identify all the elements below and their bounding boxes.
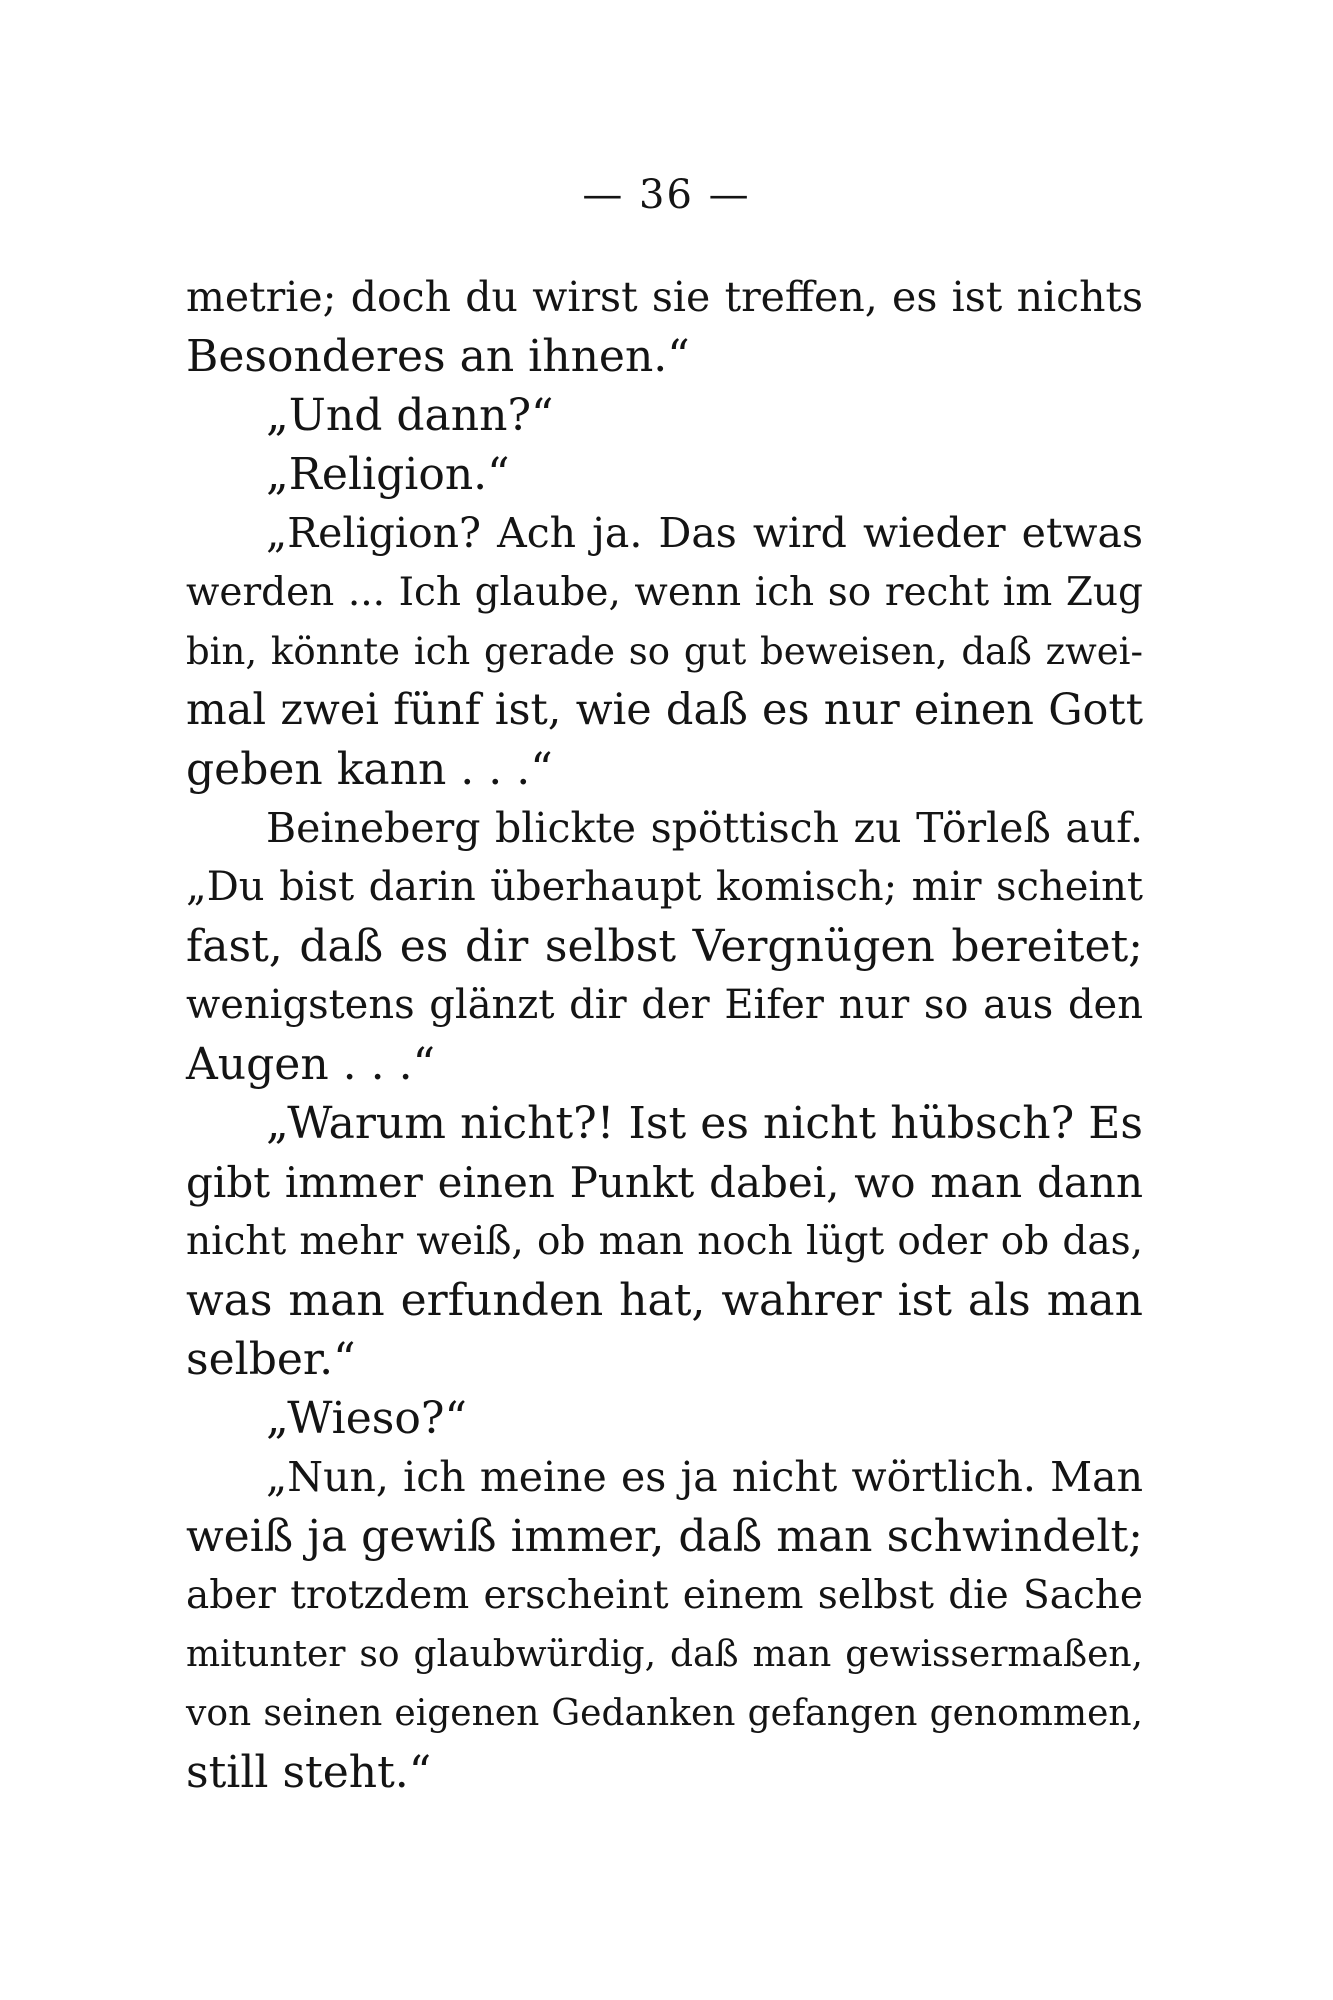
- text-line: mal zwei fünf ist, wie daß es nur einen Gott: [186, 685, 1143, 735]
- text-line: „Du bist darin überhaupt komisch; mir scheint: [186, 864, 1143, 910]
- text-line: fast, daß es dir selbst Vergnügen bereitet;: [186, 921, 1143, 972]
- text-line: „Religion.“: [266, 449, 510, 500]
- text-line: weiß ja gewiß immer, daß man schwindelt;: [186, 1511, 1143, 1562]
- text-line: „Nun, ich meine es ja nicht wörtlich. Man: [266, 1453, 1143, 1501]
- text-line: werden ... Ich glaube, wenn ich so recht im Zug: [186, 570, 1143, 615]
- text-line: Beineberg blickte spöttisch zu Törleß auf.: [266, 804, 1143, 852]
- text-line: „Religion? Ach ja. Das wird wieder etwas: [266, 509, 1143, 557]
- text-line: still steht.“: [186, 1747, 432, 1798]
- text-line: mitunter so glaubwürdig, daß man gewissermaßen,: [186, 1634, 1143, 1675]
- text-line: aber trotzdem erscheint einem selbst die Sache: [186, 1573, 1143, 1618]
- text-line: geben kann . . .“: [186, 744, 553, 795]
- text-line: wenigstens glänzt dir der Eifer nur so aus den: [186, 982, 1143, 1028]
- text-line: „Warum nicht?! Ist es nicht hübsch? Es: [266, 1098, 1143, 1149]
- text-line: „Und dann?“: [266, 390, 554, 441]
- body-text: [186, 268, 1143, 1802]
- text-line: Besonderes an ihnen.“: [186, 331, 690, 382]
- text-line: metrie; doch du wirst sie treffen, es ist nichts: [186, 273, 1143, 321]
- text-line: von seinen eigenen Gedanken gefangen genommen,: [186, 1693, 1143, 1734]
- text-line: bin, könnte ich gerade so gut beweisen, daß zwei-: [186, 630, 1143, 673]
- page-number: — 36 —: [582, 172, 751, 218]
- text-line: was man erfunden hat, wahrer ist als man: [186, 1275, 1143, 1326]
- text-line: gibt immer einen Punkt dabei, wo man dann: [186, 1158, 1143, 1207]
- text-line: Augen . . .“: [186, 1039, 436, 1090]
- text-line: selber.“: [186, 1334, 356, 1385]
- text-line: nicht mehr weiß, ob man noch lügt oder ob das,: [186, 1219, 1143, 1264]
- text-line: „Wieso?“: [266, 1393, 467, 1444]
